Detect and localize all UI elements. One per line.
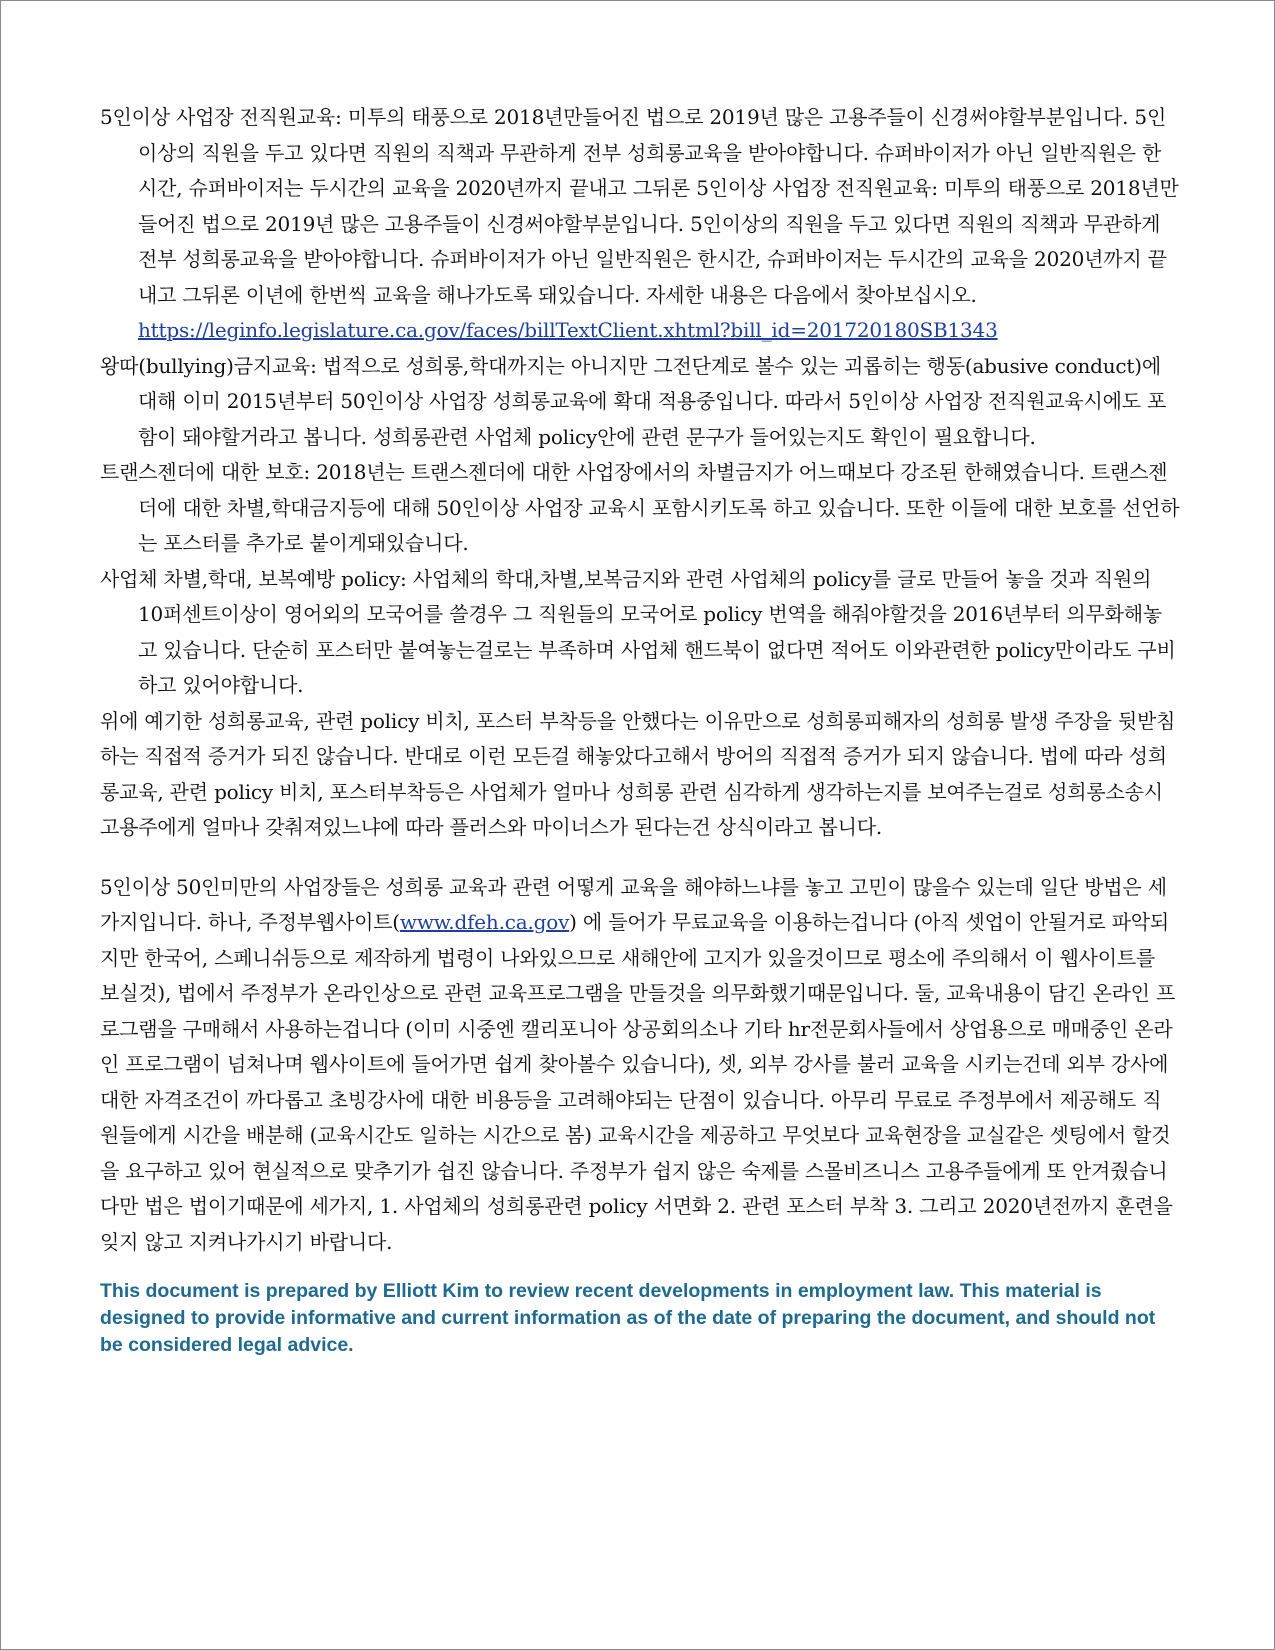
section-all-staff-training xyxy=(100,100,1180,349)
section-policy: 사업체 차별,학대, 보복예방 policy: 사업체의 학대,차별,보복금지와 관련 사업체의 policy를 글로 만들어 놓을 것과 직원의 10퍼센트이상이 영어외의 모국어를 쓸경우 그 직원들의 모국어로 policy 번역을 해줘야할것을 2016년부터 의무화해놓고 있습니다. 단순히 포스터만 붙여놓는걸로는 부족하며 사업체 핸드북이 없다면 적어도 이와관련한 policy만이라도 구비하고 있어야합니다. xyxy=(100,566,1176,697)
paragraph-training-methods xyxy=(100,870,1180,1261)
paragraph-evidence: 위에 예기한 성희롱교육, 관련 policy 비치, 포스터 부착등을 안했다는 이유만으로 성희롱피해자의 성희롱 발생 주장을 뒷받침하는 직접적 증거가 되진 않습니다. 반대로 이런 모든걸 해놓았다고해서 방어의 직접적 증거가 되지 않습니다. 법에 따라 성희롱교육, 관련 policy 비치, 포스터부착등은 사업체가 얼마나 성희롱 관련 심각하게 생각하는지를 보여주는걸로 성희롱소송시 고용주에게 얼마나 갖춰져있느냐에 따라 플러스와 마이너스가 된다는건 상식이라고 봅니다. xyxy=(100,708,1176,839)
dfeh-link[interactable]: www.dfeh.ca.gov xyxy=(399,910,570,934)
paragraph-gap xyxy=(100,846,1180,870)
training-methods-text-after: ) 에 들어가 무료교육을 이용하는겁니다 (아직 셋업이 안될거로 파악되지만 한국어, 스페니쉬등으로 제작하게 법령이 나와있으므로 새해안에 고지가 있을것이므로 평소에 주의해서 이 웹사이트를 보실것), 법에서 주정부가 온라인상으로 관련 교육프로그램을 만들것을 의무화했기때문입니다. 둘, 교육내용이 담긴 온라인 프로그램을 구매해서 사용하는겁니다 (이미 시중엔 캘리포니아 상공회의소나 기타 hr전문회사들에서 상업용으로 매매중인 온라인 프로그램이 넘쳐나며 웹사이트에 들어가면 쉽게 찾아볼수 있습니다), 셋, 외부 강사를 불러 교육을 시키는건데 외부 강사에 대한 자격조건이 까다롭고 초빙강사에 대한 비용등을 고려해야되는 단점이 있습니다. 아무리 무료로 주정부에서 제공해도 직원들에게 시간을 배분해 (교육시간도 일하는 시간으로 봄) 교육시간을 제공하고 무엇보다 교육현장을 교실같은 셋팅에서 할것을 요구하고 있어 현실적으로 맞추기가 쉽진 않습니다. 주정부가 쉽지 않은 숙제를 스몰비즈니스 고용주들에게 또 안겨줬습니다만 법은 법이기때문에 세가지, 1. 사업체의 성희롱관련 policy 서면화 2. 관련 포스터 부착 3. 그리고 2020년전까지 훈련을 잊지 않고 지켜나가시기 바랍니다. xyxy=(100,910,1176,1254)
section-all-staff-training-text: 5인이상 사업장 전직원교육: 미투의 태풍으로 2018년만들어진 법으로 2019년 많은 고용주들이 신경써야할부분입니다. 5인이상의 직원을 두고 있다면 직원의 직책과 무관하게 전부 성희롱교육을 받아야합니다. 슈퍼바이저가 아닌 일반직원은 한시간, 슈퍼바이저는 두시간의 교육을 2020년까지 끝내고 그뒤론 5인이상 사업장 전직원교육: 미투의 태풍으로 2018년만들어진 법으로 2019년 많은 고용주들이 신경써야할부분입니다. 5인이상의 직원을 두고 있다면 직원의 직책과 무관하게 전부 성희롱교육을 받아야합니다. 슈퍼바이저가 아닌 일반직원은 한시간, 슈퍼바이저는 두시간의 교육을 2020년까지 끝내고 그뒤론 이년에 한번씩 교육을 해나가도록 돼있습니다. 자세한 내용은 다음에서 찾아보십시오. xyxy=(100,105,1179,307)
section-bullying-training: 왕따(bullying)금지교육: 법적으로 성희롱,학대까지는 아니지만 그전단계로 볼수 있는 괴롭히는 행동(abusive conduct)에 대해 이미 2015년부터 50인이상 사업장 성희롱교육에 확대 적용중입니다. 따라서 5인이상 사업장 전직원교육시에도 포함이 돼야할거라고 봅니다. 성희롱관련 사업체 policy안에 관련 문구가 들어있는지도 확인이 필요합니다. xyxy=(100,353,1167,449)
disclaimer: This document is prepared by Elliott Kim to review recent developments in employment law. This material is designed to provide informative and current information as of the date of preparing the document, and should not be considered legal advice. xyxy=(100,1280,1156,1356)
section-transgender-protection: 트랜스젠더에 대한 보호: 2018년는 트랜스젠더에 대한 사업장에서의 차별금지가 어느때보다 강조된 한해였습니다. 트랜스젠더에 대한 차별,학대금지등에 대해 50인이상 사업장 교육시 포함시키도록 하고 있습니다. 또한 이들에 대한 보호를 선언하는 포스터를 추가로 붙이게돼있습니다. xyxy=(100,460,1180,555)
training-methods-text-before: 5인이상 50인미만의 사업장들은 성희롱 교육과 관련 어떻게 교육을 해야하느냐를 놓고 고민이 많을수 있는데 일단 방법은 세가지입니다. 하나, 주정부웹사이트( xyxy=(100,874,1167,934)
bill-link[interactable]: https://leginfo.legislature.ca.gov/faces/billTextClient.xhtml?bill_id=201720180SB1343 xyxy=(138,318,998,342)
document-body xyxy=(100,100,1180,1359)
